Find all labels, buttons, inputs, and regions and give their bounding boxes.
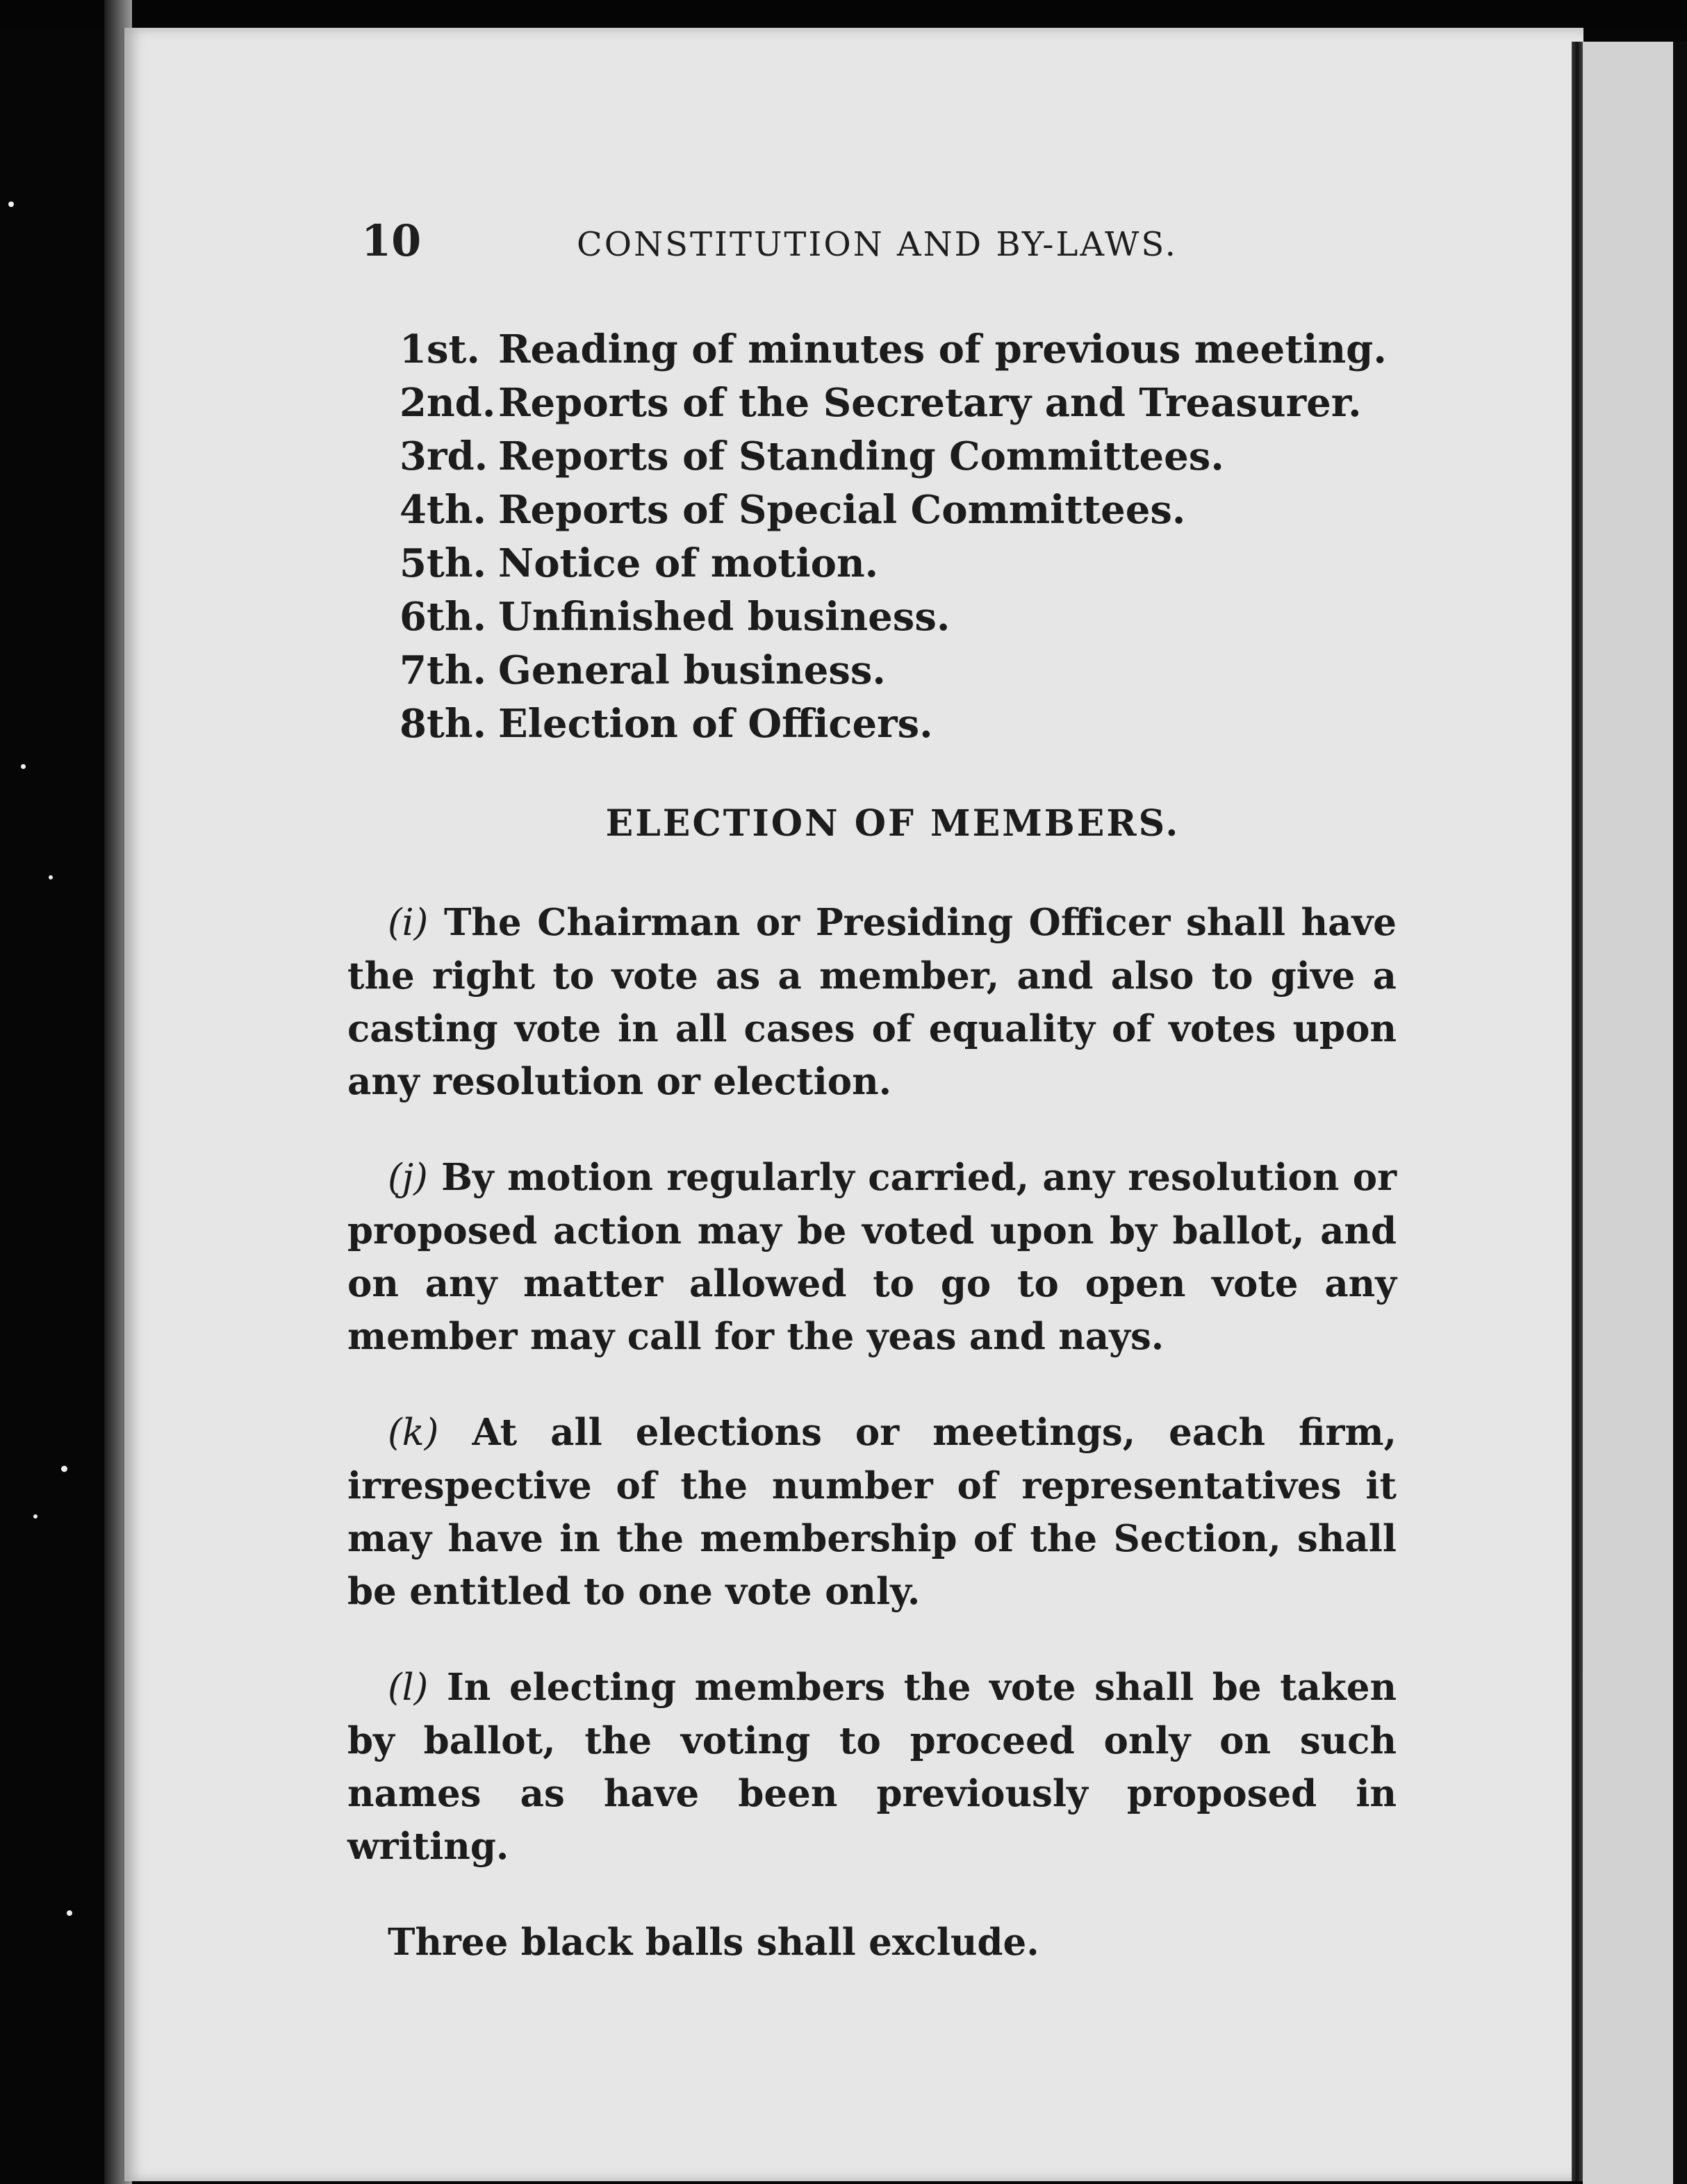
dust-speck (49, 875, 53, 879)
clause-letter: (i) (388, 902, 429, 944)
list-item-number: 8th. (400, 701, 487, 747)
list-item (400, 697, 1442, 751)
clause-letter: (l) (388, 1666, 429, 1709)
clause-text: In electing members the vote shall be taken by ballot, the voting to proceed only on such names as have been previously proposed in writing. (347, 1666, 1397, 1868)
clauses-body (347, 896, 1397, 1969)
clause-paragraph (347, 896, 1397, 1108)
running-title: CONSTITUTION AND BY-LAWS. (577, 225, 1178, 264)
list-item (400, 430, 1442, 483)
scan-right-border (1673, 42, 1687, 2184)
clause-text: By motion regularly carried, any resolution or proposed action may be voted upon by ballot, and on any matter allowed to go to open vote any member may call for the yeas and nays. (347, 1156, 1397, 1358)
section-heading: ELECTION OF MEMBERS. (605, 802, 1180, 845)
dust-speck (21, 764, 26, 769)
list-item-number: 6th. (400, 594, 487, 640)
list-item-number: 2nd. (400, 380, 496, 426)
list-item (400, 323, 1442, 377)
clause-paragraph (347, 1151, 1397, 1363)
list-item-text: Reports of Standing Committees. (498, 433, 1224, 479)
dust-speck (33, 1514, 38, 1519)
list-item-text: Notice of motion. (498, 540, 879, 586)
list-item-number: 5th. (400, 540, 487, 586)
list-item-number: 4th. (400, 487, 487, 533)
list-item (400, 483, 1442, 537)
list-item-number: 7th. (400, 647, 487, 693)
scan-top-border (0, 0, 1687, 28)
clause-letter: (j) (388, 1157, 428, 1199)
closing-line: Three black balls shall exclude. (388, 1921, 1039, 1964)
page-header (361, 215, 1265, 271)
order-of-business-list (400, 323, 1442, 751)
dust-speck (61, 1466, 67, 1472)
clause-paragraph (347, 1661, 1397, 1873)
clause-text: The Chairman or Presiding Officer shall have the right to vote as a member, and also to give a casting vote in all cases of equality of votes upon any resolution or election. (347, 901, 1397, 1103)
list-item-text: Reports of the Secretary and Treasurer. (498, 380, 1362, 426)
list-item-text: General business. (498, 647, 886, 693)
list-item-text: Reports of Special Committees. (498, 487, 1186, 533)
book-gutter (1572, 42, 1583, 2181)
list-item (400, 537, 1442, 590)
facing-page-edge (1583, 42, 1687, 2184)
list-item (400, 377, 1442, 430)
list-item (400, 644, 1442, 697)
list-item-text: Election of Officers. (498, 701, 933, 747)
list-item-text: Reading of minutes of previous meeting. (498, 326, 1387, 372)
clause-letter: (k) (388, 1412, 439, 1454)
list-item-text: Unfinished business. (498, 594, 951, 640)
dust-speck (8, 201, 14, 207)
clause-text: At all elections or meetings, each firm, irrespective of the number of representatives it may have in the membership of the Section, shall be entitled to one vote only. (347, 1411, 1397, 1613)
list-item-number: 1st. (400, 326, 480, 372)
page-number: 10 (361, 215, 422, 266)
dust-speck (67, 1910, 72, 1916)
clause-paragraph (347, 1406, 1397, 1618)
list-item (400, 590, 1442, 644)
list-item-number: 3rd. (400, 433, 488, 479)
